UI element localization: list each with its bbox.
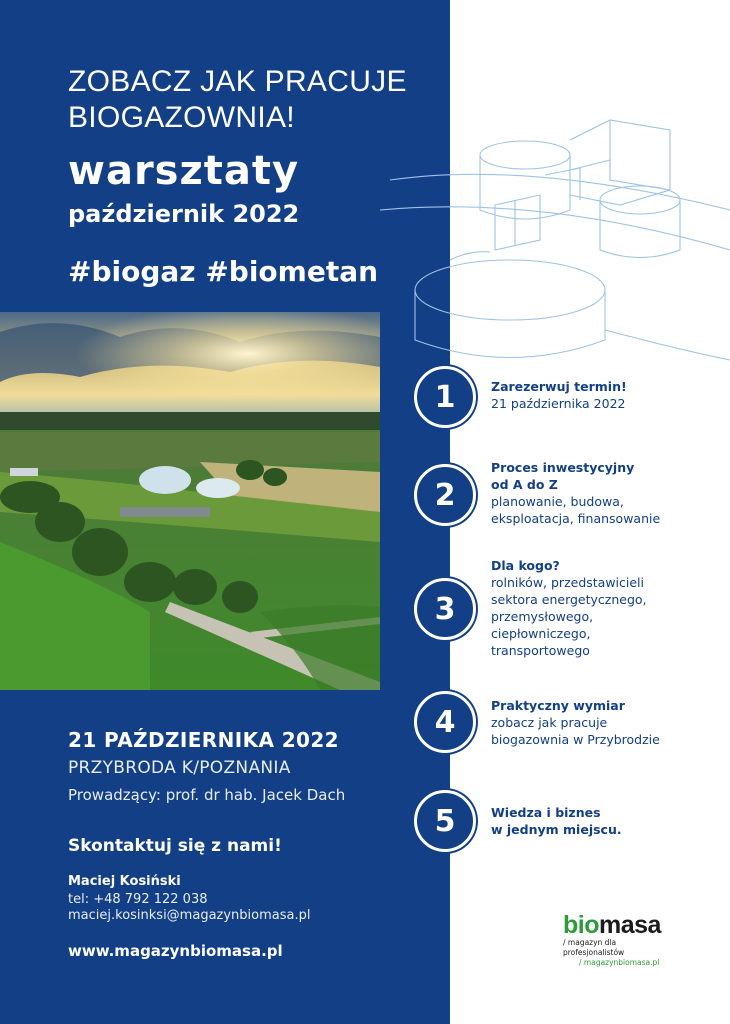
step-title: Wiedza i biznes w jednym miejscu. [491,805,622,837]
event-host: Prowadzący: prof. dr hab. Jacek Dach [68,786,346,804]
step-desc: planowanie, budowa, eksploatacja, finansowanie [491,494,661,526]
step-title: Dla kogo? [491,558,560,573]
step-number: 2 [414,464,476,526]
biomasa-logo [563,912,673,968]
event-date: 21 PAŹDZIERNIKA 2022 [68,728,339,752]
step-number: 5 [414,790,476,852]
website-link[interactable]: www.magazynbiomasa.pl [68,942,283,960]
step-text [491,697,726,748]
aerial-photo [0,312,380,690]
brand-tagline: / magazyn dla profesjonalistów [563,938,625,957]
step-title: Praktyczny wymiar [491,698,625,713]
contact-cta: Skontaktuj się z nami! [68,836,282,856]
step-text [491,459,726,527]
step-title: Zarezerwuj termin! [491,379,627,394]
hashtags: #biogaz #biometan [68,255,379,288]
brand-url: / magazynbiomasa.pl [579,958,660,967]
step-number: 4 [414,691,476,753]
step-desc: zobacz jak pracuje biogazownia w Przybrodzie [491,715,660,747]
biogas-plant-drawing [380,100,730,380]
workshop-title: warsztaty [68,148,300,194]
step-number: 3 [414,578,476,640]
step-number: 1 [414,366,476,428]
step-desc: 21 października 2022 [491,396,626,411]
headline: ZOBACZ JAK PRACUJE BIOGAZOWNIA! [68,65,407,134]
step-text [491,804,726,838]
contact-phone[interactable]: tel: +48 792 122 038 [68,892,208,907]
contact-email[interactable]: maciej.kosinksi@magazynbiomasa.pl [68,908,311,923]
brand-wordmark: biomasa [563,911,661,939]
step-text [491,378,726,412]
contact-name: Maciej Kosiński [68,874,181,889]
step-text [491,557,726,659]
step-desc: rolników, przedstawicieli sektora energetycznego, przemysłowego, ciepłowniczego, transportowego [491,575,647,658]
event-month: październik 2022 [68,200,300,228]
step-title: Proces inwestycyjny od A do Z [491,460,635,492]
event-place: PRZYBRODA K/POZNANIA [68,758,291,778]
